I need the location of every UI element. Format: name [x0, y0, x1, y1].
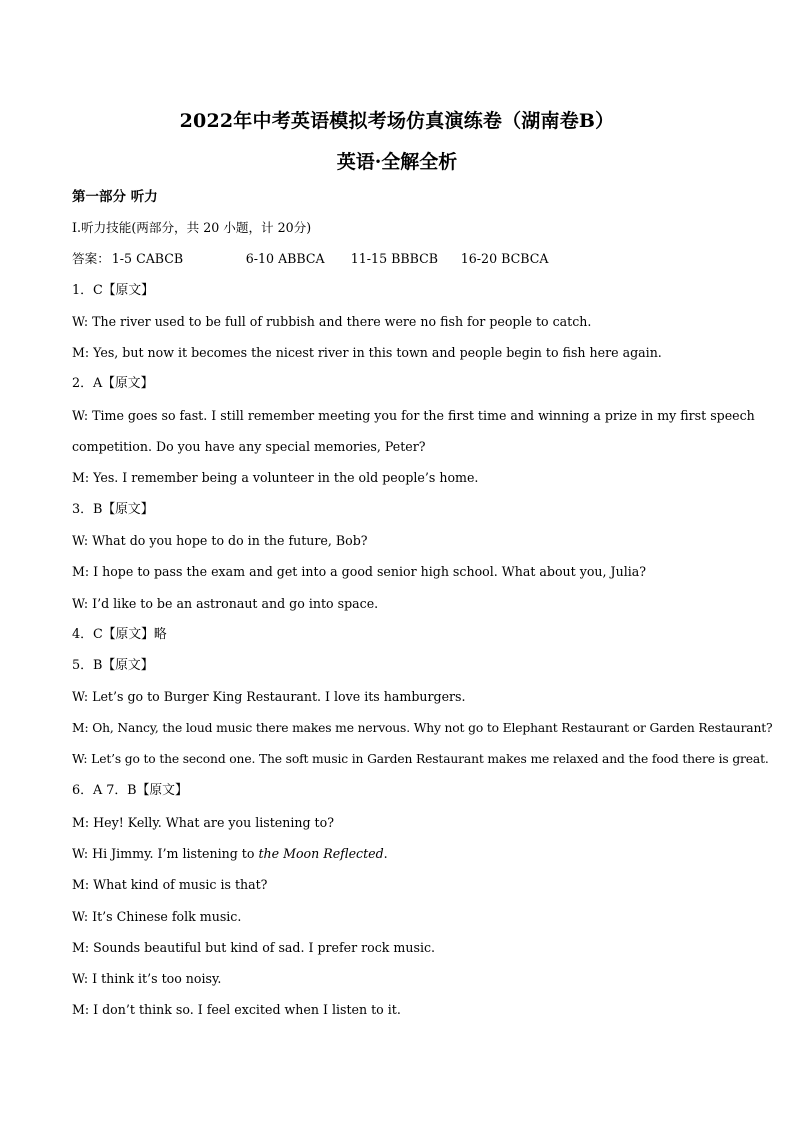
transcript-line: competition. Do you have any special memories, Peter?	[72, 439, 426, 455]
transcript-line: M: Yes, but now it becomes the nicest river in this town and people begin to fish here again.	[72, 345, 662, 361]
transcript-line: W: Time goes so fast. I still remember meeting you for the first time and winning a prize in my first speech	[72, 407, 755, 423]
transcript-line: M: Hey! Kelly. What are you listening to?	[72, 814, 334, 830]
question-2-heading: 2．A【原文】	[72, 376, 154, 392]
document-title: 2022年中考英语模拟考场仿真演练卷（湖南卷B）	[179, 110, 615, 132]
transcript-line: M: What kind of music is that?	[72, 877, 268, 893]
question-6-7-heading: 6．A 7．B【原文】	[72, 783, 188, 799]
transcript-line: M: I don’t think so. I feel excited when I listen to it.	[72, 1002, 401, 1018]
part-intro: Ⅰ.听力技能(两部分，共 20 小题，计 20分)	[72, 220, 312, 235]
transcript-line: W: The river used to be full of rubbish and there were no fish for people to catch.	[72, 313, 592, 329]
transcript-line: M: I hope to pass the exam and get into a good senior high school. What about you, Julia?	[72, 564, 647, 580]
answer-group: 16-20 BCBCA	[460, 251, 549, 267]
transcript-line: W: I think it’s too noisy.	[72, 971, 222, 987]
document-body	[72, 212, 773, 1026]
transcript-text: .	[383, 845, 388, 861]
answer-key	[72, 243, 732, 274]
transcript-line: W: It’s Chinese folk music.	[72, 908, 242, 924]
transcript-line: W: Let’s go to the second one. The soft music in Garden Restaurant makes me relaxed and the food there is great.	[72, 752, 769, 767]
answer-group: 1-5 CABCB	[111, 251, 184, 267]
transcript-line: M: Sounds beautiful but kind of sad. I prefer rock music.	[72, 939, 436, 955]
document-subtitle: 英语·全解全析	[336, 151, 458, 173]
transcript-line: W: Let’s go to Burger King Restaurant. I love its hamburgers.	[72, 689, 466, 705]
answer-group: 6-10 ABBCA	[245, 251, 325, 267]
transcript-line: M: Oh, Nancy, the loud music there makes me nervous. Why not go to Elephant Restaurant or Garden Restaurant?	[72, 720, 773, 735]
question-3-heading: 3．B【原文】	[72, 501, 154, 517]
answer-group: 11-15 BBBCB	[350, 251, 438, 267]
song-title: the Moon Reflected	[258, 845, 384, 861]
transcript-line	[72, 838, 732, 869]
transcript-text: W: Hi Jimmy. I’m listening to	[72, 845, 259, 861]
question-4-heading: 4．C【原文】略	[72, 626, 167, 642]
transcript-line: W: What do you hope to do in the future, Bob?	[72, 532, 368, 548]
transcript-line: W: I’d like to be an astronaut and go into space.	[72, 595, 379, 611]
answer-key-label: 答案：	[72, 251, 110, 267]
question-1-heading: 1．C【原文】	[72, 282, 154, 298]
question-5-heading: 5．B【原文】	[72, 658, 154, 674]
transcript-line: M: Yes. I remember being a volunteer in the old people’s home.	[72, 470, 479, 486]
section-heading: 第一部分 听力	[72, 189, 158, 205]
